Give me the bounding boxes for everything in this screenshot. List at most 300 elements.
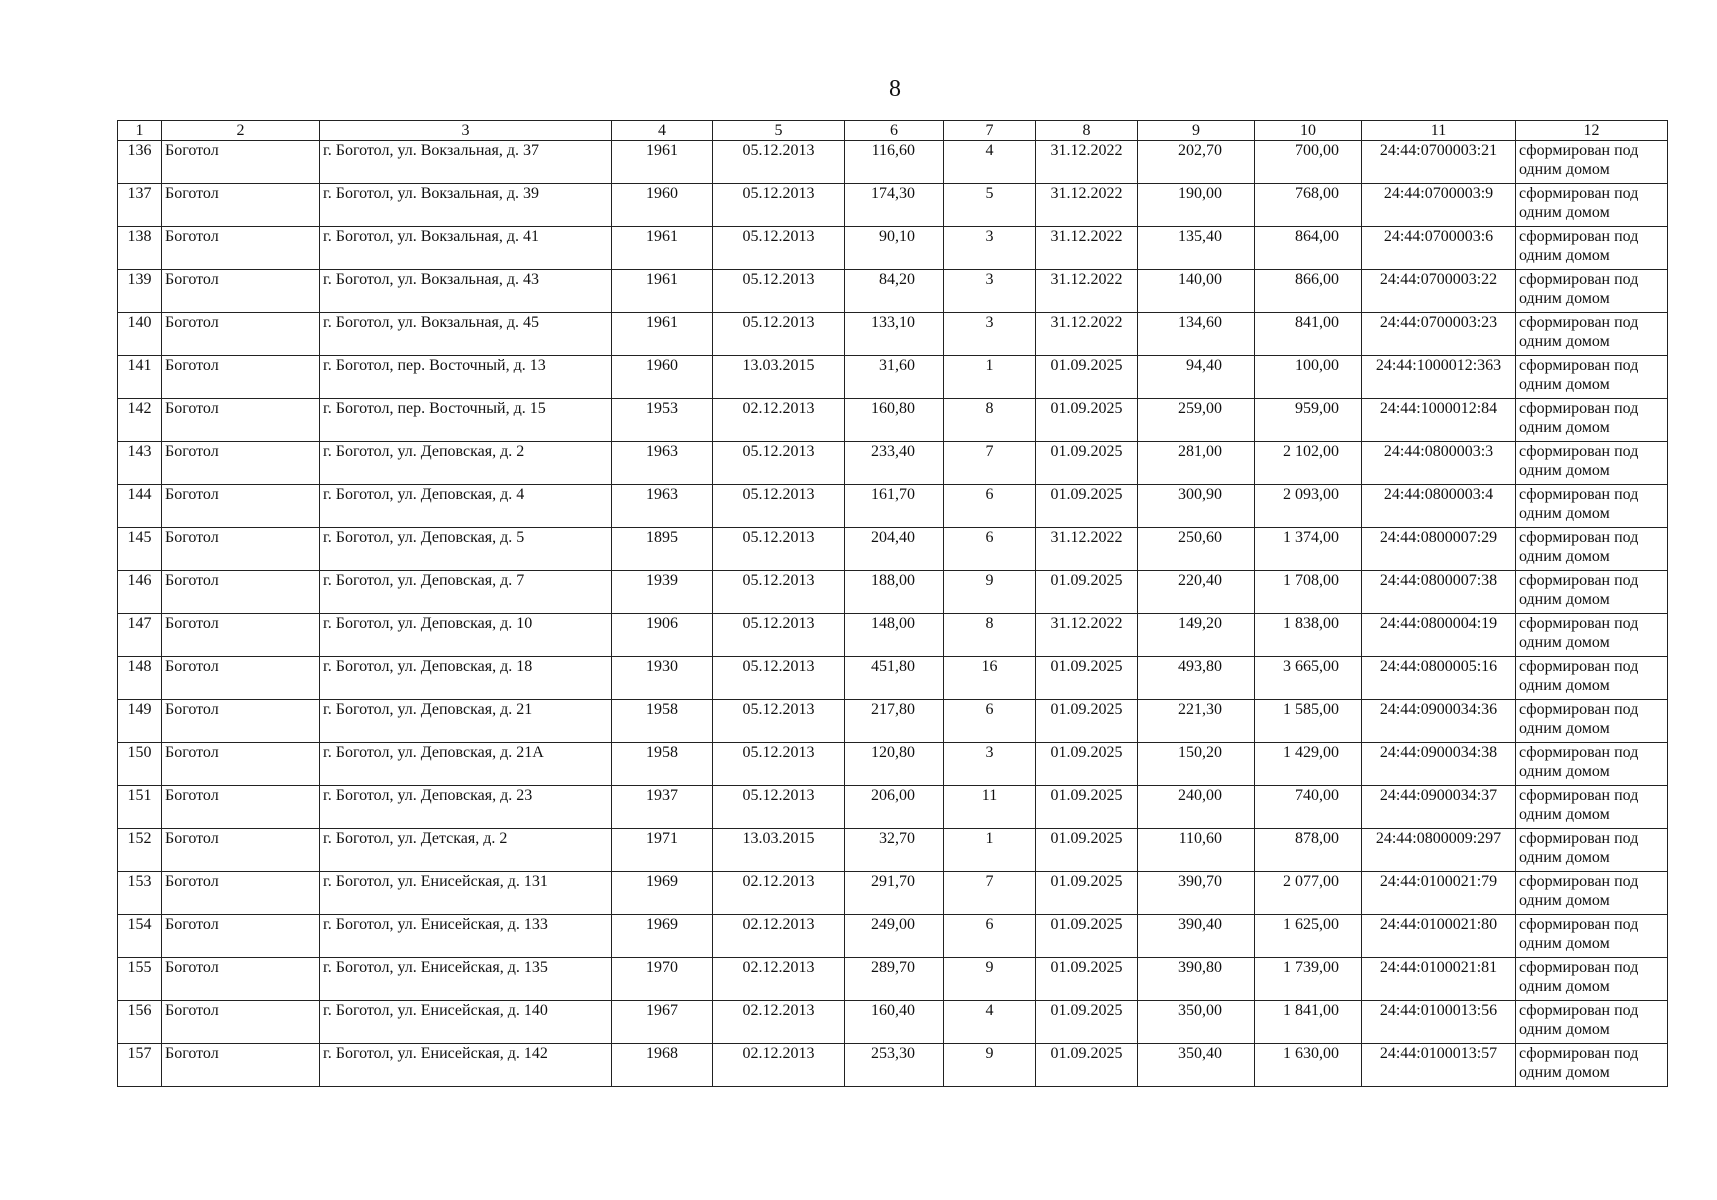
status-cell: сформирован под одним домом [1516, 571, 1668, 614]
address-cell: г. Боготол, ул. Енисейская, д. 140 [320, 1001, 612, 1044]
row-number-cell: 151 [118, 786, 162, 829]
deadline-cell: 01.09.2025 [1036, 485, 1138, 528]
year-built-cell: 1960 [612, 184, 713, 227]
municipality-cell: Боготол [162, 786, 320, 829]
deadline-cell: 01.09.2025 [1036, 356, 1138, 399]
area-cell: 116,60 [845, 141, 944, 184]
year-built-cell: 1930 [612, 657, 713, 700]
count-cell: 7 [944, 442, 1036, 485]
deadline-cell: 01.09.2025 [1036, 571, 1138, 614]
row-number-cell: 139 [118, 270, 162, 313]
status-cell: сформирован под одним домом [1516, 270, 1668, 313]
area-cell: 291,70 [845, 872, 944, 915]
land-area-cell: 959,00 [1255, 399, 1362, 442]
table-row [118, 356, 1668, 399]
value-cell: 110,60 [1138, 829, 1255, 872]
address-cell: г. Боготол, ул. Енисейская, д. 131 [320, 872, 612, 915]
count-cell: 6 [944, 485, 1036, 528]
municipality-cell: Боготол [162, 399, 320, 442]
row-number-cell: 136 [118, 141, 162, 184]
municipality-cell: Боготол [162, 1044, 320, 1087]
land-area-cell: 1 429,00 [1255, 743, 1362, 786]
address-cell: г. Боготол, ул. Вокзальная, д. 41 [320, 227, 612, 270]
address-cell: г. Боготол, ул. Вокзальная, д. 43 [320, 270, 612, 313]
date-cell: 05.12.2013 [713, 700, 845, 743]
value-cell: 390,80 [1138, 958, 1255, 1001]
cadastral-number-cell: 24:44:0800005:16 [1362, 657, 1516, 700]
municipality-cell: Боготол [162, 270, 320, 313]
municipality-cell: Боготол [162, 1001, 320, 1044]
status-cell: сформирован под одним домом [1516, 399, 1668, 442]
year-built-cell: 1960 [612, 356, 713, 399]
address-cell: г. Боготол, ул. Енисейская, д. 133 [320, 915, 612, 958]
area-cell: 188,00 [845, 571, 944, 614]
date-cell: 02.12.2013 [713, 1044, 845, 1087]
date-cell: 05.12.2013 [713, 485, 845, 528]
address-cell: г. Боготол, ул. Детская, д. 2 [320, 829, 612, 872]
area-cell: 253,30 [845, 1044, 944, 1087]
year-built-cell: 1961 [612, 141, 713, 184]
status-cell: сформирован под одним домом [1516, 1044, 1668, 1087]
table-row [118, 786, 1668, 829]
table-row [118, 227, 1668, 270]
land-area-cell: 1 739,00 [1255, 958, 1362, 1001]
status-cell: сформирован под одним домом [1516, 743, 1668, 786]
area-cell: 249,00 [845, 915, 944, 958]
column-header: 2 [162, 121, 320, 141]
cadastral-number-cell: 24:44:1000012:84 [1362, 399, 1516, 442]
address-cell: г. Боготол, ул. Вокзальная, д. 45 [320, 313, 612, 356]
column-header: 11 [1362, 121, 1516, 141]
area-cell: 84,20 [845, 270, 944, 313]
status-cell: сформирован под одним домом [1516, 528, 1668, 571]
deadline-cell: 01.09.2025 [1036, 872, 1138, 915]
count-cell: 6 [944, 528, 1036, 571]
municipality-cell: Боготол [162, 313, 320, 356]
table-row [118, 313, 1668, 356]
year-built-cell: 1961 [612, 313, 713, 356]
cadastral-number-cell: 24:44:0900034:36 [1362, 700, 1516, 743]
column-header: 6 [845, 121, 944, 141]
count-cell: 8 [944, 399, 1036, 442]
address-cell: г. Боготол, ул. Вокзальная, д. 37 [320, 141, 612, 184]
table-body [118, 141, 1668, 1087]
status-cell: сформирован под одним домом [1516, 872, 1668, 915]
cadastral-number-cell: 24:44:0700003:9 [1362, 184, 1516, 227]
area-cell: 174,30 [845, 184, 944, 227]
year-built-cell: 1895 [612, 528, 713, 571]
address-cell: г. Боготол, ул. Енисейская, д. 142 [320, 1044, 612, 1087]
municipality-cell: Боготол [162, 184, 320, 227]
cadastral-number-cell: 24:44:0100021:80 [1362, 915, 1516, 958]
cadastral-number-cell: 24:44:0100021:81 [1362, 958, 1516, 1001]
deadline-cell: 01.09.2025 [1036, 1001, 1138, 1044]
deadline-cell: 01.09.2025 [1036, 442, 1138, 485]
count-cell: 8 [944, 614, 1036, 657]
count-cell: 9 [944, 571, 1036, 614]
deadline-cell: 31.12.2022 [1036, 614, 1138, 657]
municipality-cell: Боготол [162, 227, 320, 270]
address-cell: г. Боготол, пер. Восточный, д. 15 [320, 399, 612, 442]
cadastral-number-cell: 24:44:0700003:23 [1362, 313, 1516, 356]
row-number-cell: 152 [118, 829, 162, 872]
value-cell: 350,40 [1138, 1044, 1255, 1087]
status-cell: сформирован под одним домом [1516, 356, 1668, 399]
table-row [118, 872, 1668, 915]
date-cell: 02.12.2013 [713, 399, 845, 442]
column-header: 5 [713, 121, 845, 141]
value-cell: 150,20 [1138, 743, 1255, 786]
year-built-cell: 1969 [612, 915, 713, 958]
count-cell: 6 [944, 915, 1036, 958]
land-area-cell: 1 630,00 [1255, 1044, 1362, 1087]
row-number-cell: 142 [118, 399, 162, 442]
municipality-cell: Боготол [162, 485, 320, 528]
date-cell: 05.12.2013 [713, 743, 845, 786]
municipality-cell: Боготол [162, 872, 320, 915]
cadastral-number-cell: 24:44:0700003:21 [1362, 141, 1516, 184]
deadline-cell: 31.12.2022 [1036, 227, 1138, 270]
value-cell: 390,40 [1138, 915, 1255, 958]
column-header: 9 [1138, 121, 1255, 141]
land-area-cell: 1 838,00 [1255, 614, 1362, 657]
area-cell: 451,80 [845, 657, 944, 700]
row-number-cell: 156 [118, 1001, 162, 1044]
year-built-cell: 1906 [612, 614, 713, 657]
municipality-cell: Боготол [162, 700, 320, 743]
table-row [118, 657, 1668, 700]
status-cell: сформирован под одним домом [1516, 786, 1668, 829]
municipality-cell: Боготол [162, 829, 320, 872]
table-row [118, 184, 1668, 227]
date-cell: 05.12.2013 [713, 528, 845, 571]
table-row [118, 442, 1668, 485]
land-area-cell: 1 374,00 [1255, 528, 1362, 571]
cadastral-number-cell: 24:44:0100021:79 [1362, 872, 1516, 915]
deadline-cell: 31.12.2022 [1036, 141, 1138, 184]
table-row [118, 614, 1668, 657]
municipality-cell: Боготол [162, 141, 320, 184]
value-cell: 134,60 [1138, 313, 1255, 356]
count-cell: 4 [944, 141, 1036, 184]
area-cell: 204,40 [845, 528, 944, 571]
land-area-cell: 1 585,00 [1255, 700, 1362, 743]
deadline-cell: 01.09.2025 [1036, 399, 1138, 442]
row-number-cell: 150 [118, 743, 162, 786]
status-cell: сформирован под одним домом [1516, 915, 1668, 958]
status-cell: сформирован под одним домом [1516, 614, 1668, 657]
table-row [118, 270, 1668, 313]
status-cell: сформирован под одним домом [1516, 700, 1668, 743]
row-number-cell: 143 [118, 442, 162, 485]
value-cell: 493,80 [1138, 657, 1255, 700]
row-number-cell: 138 [118, 227, 162, 270]
cadastral-number-cell: 24:44:0800003:3 [1362, 442, 1516, 485]
value-cell: 350,00 [1138, 1001, 1255, 1044]
count-cell: 3 [944, 743, 1036, 786]
cadastral-number-cell: 24:44:0800009:297 [1362, 829, 1516, 872]
date-cell: 05.12.2013 [713, 571, 845, 614]
cadastral-number-cell: 24:44:0800004:19 [1362, 614, 1516, 657]
row-number-cell: 145 [118, 528, 162, 571]
area-cell: 133,10 [845, 313, 944, 356]
table-row [118, 915, 1668, 958]
year-built-cell: 1939 [612, 571, 713, 614]
value-cell: 259,00 [1138, 399, 1255, 442]
municipality-cell: Боготол [162, 614, 320, 657]
registry-table [117, 120, 1668, 1087]
status-cell: сформирован под одним домом [1516, 958, 1668, 1001]
year-built-cell: 1970 [612, 958, 713, 1001]
value-cell: 240,00 [1138, 786, 1255, 829]
date-cell: 05.12.2013 [713, 657, 845, 700]
area-cell: 120,80 [845, 743, 944, 786]
cadastral-number-cell: 24:44:0800007:29 [1362, 528, 1516, 571]
row-number-cell: 144 [118, 485, 162, 528]
date-cell: 05.12.2013 [713, 184, 845, 227]
area-cell: 217,80 [845, 700, 944, 743]
address-cell: г. Боготол, ул. Деповская, д. 7 [320, 571, 612, 614]
value-cell: 390,70 [1138, 872, 1255, 915]
date-cell: 13.03.2015 [713, 356, 845, 399]
address-cell: г. Боготол, ул. Енисейская, д. 135 [320, 958, 612, 1001]
value-cell: 140,00 [1138, 270, 1255, 313]
land-area-cell: 700,00 [1255, 141, 1362, 184]
deadline-cell: 31.12.2022 [1036, 270, 1138, 313]
year-built-cell: 1953 [612, 399, 713, 442]
cadastral-number-cell: 24:44:0900034:38 [1362, 743, 1516, 786]
address-cell: г. Боготол, ул. Деповская, д. 21А [320, 743, 612, 786]
value-cell: 202,70 [1138, 141, 1255, 184]
column-header: 1 [118, 121, 162, 141]
status-cell: сформирован под одним домом [1516, 141, 1668, 184]
address-cell: г. Боготол, ул. Деповская, д. 18 [320, 657, 612, 700]
land-area-cell: 841,00 [1255, 313, 1362, 356]
date-cell: 05.12.2013 [713, 313, 845, 356]
table-row [118, 141, 1668, 184]
deadline-cell: 01.09.2025 [1036, 743, 1138, 786]
land-area-cell: 864,00 [1255, 227, 1362, 270]
municipality-cell: Боготол [162, 571, 320, 614]
column-header: 10 [1255, 121, 1362, 141]
cadastral-number-cell: 24:44:0800003:4 [1362, 485, 1516, 528]
table-row [118, 571, 1668, 614]
year-built-cell: 1963 [612, 485, 713, 528]
table-row [118, 1001, 1668, 1044]
address-cell: г. Боготол, ул. Деповская, д. 5 [320, 528, 612, 571]
column-header: 3 [320, 121, 612, 141]
municipality-cell: Боготол [162, 915, 320, 958]
date-cell: 05.12.2013 [713, 442, 845, 485]
deadline-cell: 01.09.2025 [1036, 1044, 1138, 1087]
page-number: 8 [889, 76, 901, 102]
municipality-cell: Боготол [162, 743, 320, 786]
address-cell: г. Боготол, ул. Деповская, д. 2 [320, 442, 612, 485]
status-cell: сформирован под одним домом [1516, 1001, 1668, 1044]
status-cell: сформирован под одним домом [1516, 657, 1668, 700]
year-built-cell: 1961 [612, 270, 713, 313]
area-cell: 90,10 [845, 227, 944, 270]
count-cell: 1 [944, 356, 1036, 399]
date-cell: 05.12.2013 [713, 270, 845, 313]
land-area-cell: 2 093,00 [1255, 485, 1362, 528]
status-cell: сформирован под одним домом [1516, 313, 1668, 356]
count-cell: 3 [944, 227, 1036, 270]
area-cell: 206,00 [845, 786, 944, 829]
value-cell: 300,90 [1138, 485, 1255, 528]
cadastral-number-cell: 24:44:0100013:57 [1362, 1044, 1516, 1087]
area-cell: 161,70 [845, 485, 944, 528]
date-cell: 05.12.2013 [713, 614, 845, 657]
area-cell: 289,70 [845, 958, 944, 1001]
cadastral-number-cell: 24:44:0700003:6 [1362, 227, 1516, 270]
row-number-cell: 137 [118, 184, 162, 227]
row-number-cell: 153 [118, 872, 162, 915]
deadline-cell: 31.12.2022 [1036, 184, 1138, 227]
count-cell: 6 [944, 700, 1036, 743]
land-area-cell: 3 665,00 [1255, 657, 1362, 700]
deadline-cell: 01.09.2025 [1036, 915, 1138, 958]
deadline-cell: 31.12.2022 [1036, 313, 1138, 356]
deadline-cell: 31.12.2022 [1036, 528, 1138, 571]
cadastral-number-cell: 24:44:0900034:37 [1362, 786, 1516, 829]
value-cell: 190,00 [1138, 184, 1255, 227]
area-cell: 148,00 [845, 614, 944, 657]
land-area-cell: 740,00 [1255, 786, 1362, 829]
count-cell: 9 [944, 1044, 1036, 1087]
deadline-cell: 01.09.2025 [1036, 958, 1138, 1001]
deadline-cell: 01.09.2025 [1036, 700, 1138, 743]
land-area-cell: 100,00 [1255, 356, 1362, 399]
address-cell: г. Боготол, ул. Деповская, д. 10 [320, 614, 612, 657]
value-cell: 250,60 [1138, 528, 1255, 571]
area-cell: 233,40 [845, 442, 944, 485]
count-cell: 3 [944, 313, 1036, 356]
year-built-cell: 1963 [612, 442, 713, 485]
land-area-cell: 1 625,00 [1255, 915, 1362, 958]
deadline-cell: 01.09.2025 [1036, 657, 1138, 700]
municipality-cell: Боготол [162, 442, 320, 485]
municipality-cell: Боготол [162, 657, 320, 700]
land-area-cell: 768,00 [1255, 184, 1362, 227]
land-area-cell: 1 708,00 [1255, 571, 1362, 614]
count-cell: 16 [944, 657, 1036, 700]
municipality-cell: Боготол [162, 356, 320, 399]
table-row [118, 829, 1668, 872]
area-cell: 32,70 [845, 829, 944, 872]
row-number-cell: 147 [118, 614, 162, 657]
value-cell: 281,00 [1138, 442, 1255, 485]
year-built-cell: 1937 [612, 786, 713, 829]
address-cell: г. Боготол, ул. Деповская, д. 21 [320, 700, 612, 743]
status-cell: сформирован под одним домом [1516, 442, 1668, 485]
date-cell: 13.03.2015 [713, 829, 845, 872]
table-row [118, 743, 1668, 786]
year-built-cell: 1968 [612, 1044, 713, 1087]
status-cell: сформирован под одним домом [1516, 184, 1668, 227]
year-built-cell: 1961 [612, 227, 713, 270]
column-header: 12 [1516, 121, 1668, 141]
date-cell: 02.12.2013 [713, 872, 845, 915]
value-cell: 149,20 [1138, 614, 1255, 657]
date-cell: 05.12.2013 [713, 786, 845, 829]
row-number-cell: 149 [118, 700, 162, 743]
municipality-cell: Боготол [162, 528, 320, 571]
table-row [118, 1044, 1668, 1087]
year-built-cell: 1969 [612, 872, 713, 915]
count-cell: 7 [944, 872, 1036, 915]
value-cell: 221,30 [1138, 700, 1255, 743]
date-cell: 02.12.2013 [713, 915, 845, 958]
header-row [118, 121, 1668, 141]
count-cell: 11 [944, 786, 1036, 829]
column-header: 8 [1036, 121, 1138, 141]
table-row [118, 399, 1668, 442]
area-cell: 160,80 [845, 399, 944, 442]
land-area-cell: 878,00 [1255, 829, 1362, 872]
count-cell: 5 [944, 184, 1036, 227]
date-cell: 05.12.2013 [713, 141, 845, 184]
value-cell: 94,40 [1138, 356, 1255, 399]
table-row [118, 485, 1668, 528]
status-cell: сформирован под одним домом [1516, 485, 1668, 528]
address-cell: г. Боготол, ул. Деповская, д. 23 [320, 786, 612, 829]
date-cell: 05.12.2013 [713, 227, 845, 270]
land-area-cell: 866,00 [1255, 270, 1362, 313]
table-row [118, 958, 1668, 1001]
status-cell: сформирован под одним домом [1516, 227, 1668, 270]
land-area-cell: 2 102,00 [1255, 442, 1362, 485]
municipality-cell: Боготол [162, 958, 320, 1001]
value-cell: 135,40 [1138, 227, 1255, 270]
column-header: 4 [612, 121, 713, 141]
year-built-cell: 1958 [612, 700, 713, 743]
count-cell: 9 [944, 958, 1036, 1001]
cadastral-number-cell: 24:44:0100013:56 [1362, 1001, 1516, 1044]
address-cell: г. Боготол, ул. Вокзальная, д. 39 [320, 184, 612, 227]
area-cell: 31,60 [845, 356, 944, 399]
row-number-cell: 141 [118, 356, 162, 399]
cadastral-number-cell: 24:44:1000012:363 [1362, 356, 1516, 399]
land-area-cell: 1 841,00 [1255, 1001, 1362, 1044]
status-cell: сформирован под одним домом [1516, 829, 1668, 872]
cadastral-number-cell: 24:44:0700003:22 [1362, 270, 1516, 313]
count-cell: 4 [944, 1001, 1036, 1044]
cadastral-number-cell: 24:44:0800007:38 [1362, 571, 1516, 614]
count-cell: 3 [944, 270, 1036, 313]
value-cell: 220,40 [1138, 571, 1255, 614]
land-area-cell: 2 077,00 [1255, 872, 1362, 915]
date-cell: 02.12.2013 [713, 958, 845, 1001]
table-row [118, 528, 1668, 571]
year-built-cell: 1971 [612, 829, 713, 872]
count-cell: 1 [944, 829, 1036, 872]
deadline-cell: 01.09.2025 [1036, 786, 1138, 829]
year-built-cell: 1967 [612, 1001, 713, 1044]
column-header: 7 [944, 121, 1036, 141]
date-cell: 02.12.2013 [713, 1001, 845, 1044]
year-built-cell: 1958 [612, 743, 713, 786]
row-number-cell: 148 [118, 657, 162, 700]
address-cell: г. Боготол, пер. Восточный, д. 13 [320, 356, 612, 399]
deadline-cell: 01.09.2025 [1036, 829, 1138, 872]
row-number-cell: 140 [118, 313, 162, 356]
address-cell: г. Боготол, ул. Деповская, д. 4 [320, 485, 612, 528]
area-cell: 160,40 [845, 1001, 944, 1044]
row-number-cell: 154 [118, 915, 162, 958]
row-number-cell: 155 [118, 958, 162, 1001]
table-header [118, 121, 1668, 141]
